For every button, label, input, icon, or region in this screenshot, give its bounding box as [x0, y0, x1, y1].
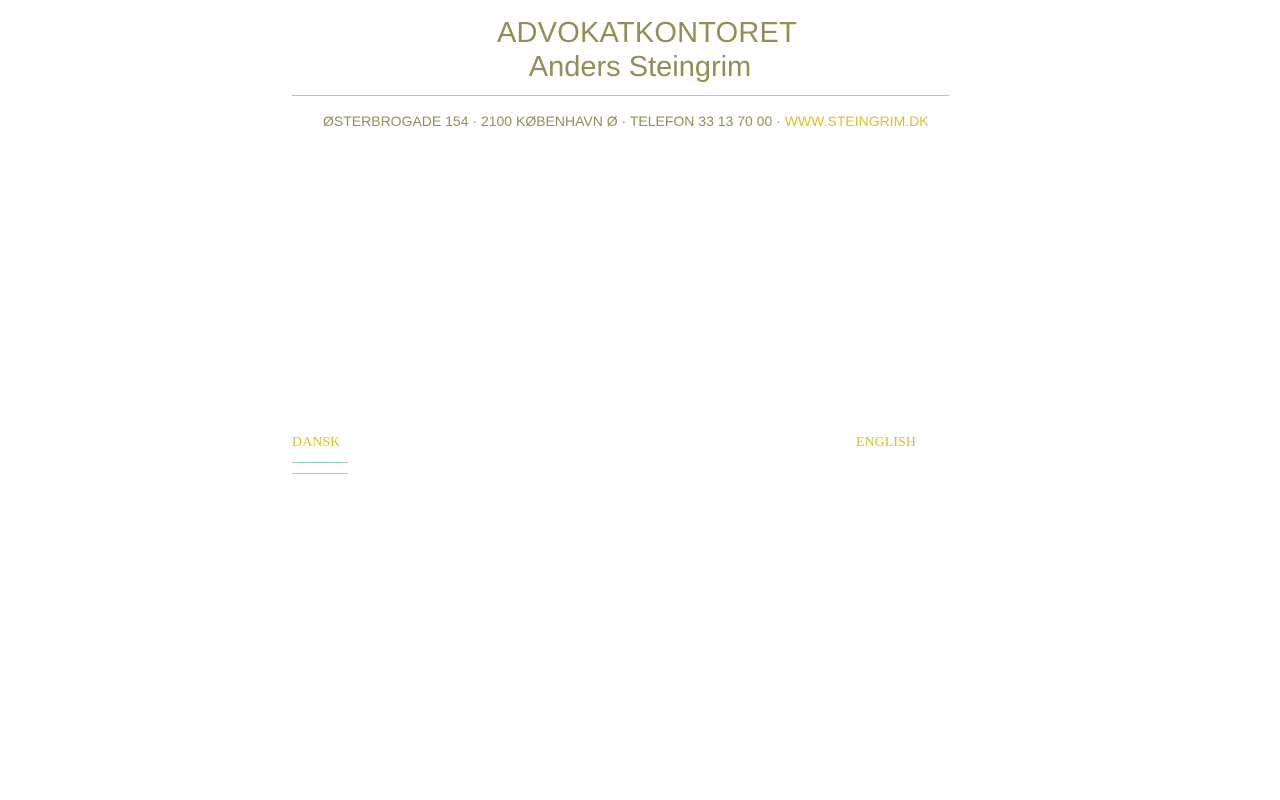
- separator-dot: ·: [472, 113, 478, 129]
- page-title: ADVOKATKONTORET: [496, 17, 798, 49]
- contact-address: ØSTERBROGADE 154: [323, 113, 469, 129]
- separator-dot: ·: [621, 113, 627, 129]
- language-link-danish[interactable]: DANSK: [292, 435, 341, 450]
- header-divider: [292, 95, 949, 96]
- language-link-english[interactable]: ENGLISH: [856, 435, 916, 450]
- website-link[interactable]: WWW.STEINGRIM.DK: [784, 113, 929, 129]
- language-divider-bottom: [292, 473, 348, 474]
- contact-line: [323, 112, 1023, 130]
- page-subtitle: Anders Steingrim: [528, 51, 752, 83]
- contact-city: 2100 KØBENHAVN Ø: [480, 113, 618, 129]
- contact-phone: TELEFON 33 13 70 00: [629, 113, 773, 129]
- language-divider-top: [292, 462, 348, 463]
- separator-dot: ·: [776, 113, 781, 129]
